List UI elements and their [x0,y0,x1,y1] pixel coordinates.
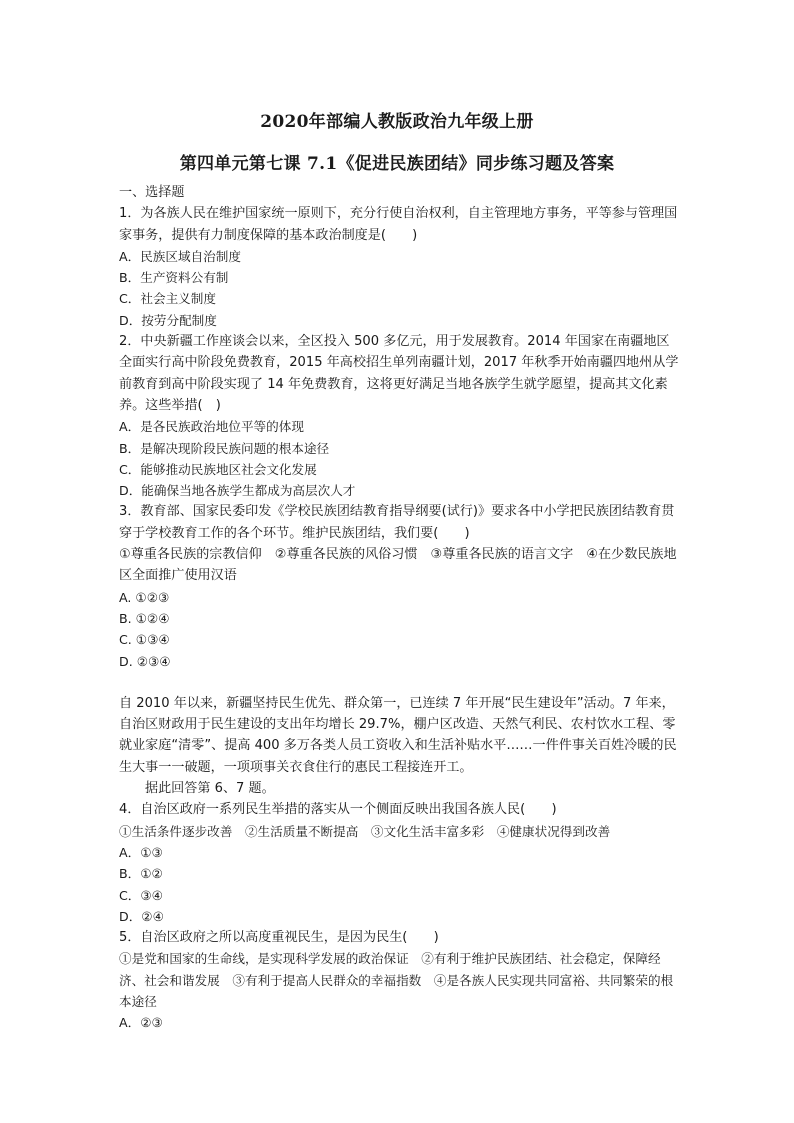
question-stem: 2．中央新疆工作座谈会以来，全区投入 500 多亿元，用于发展教育。2014 年国家在南疆地区全面实行高中阶段免费教育，2015 年高校招生单列南疆计划，2017 年秋季开始南疆四地州从学前教育到高中阶段实现了 14 年免费教育，这将更好满足当地各族学生就学愿望，提高其文化素养。这些举措( ) [119,334,679,413]
option-c: C．社会主义制度 [119,291,216,307]
document-subtitle: 第四单元第七课 7.1《促进民族团结》同步练习题及答案 [179,154,615,174]
question-1 [119,203,679,331]
option-d: D．②④ [119,908,164,924]
option-d: D．能确保当地各族学生都成为高层次人才 [119,483,356,499]
option-a: A．①③ [119,844,163,860]
option-b: B．①② [119,866,163,882]
question-2 [119,331,679,501]
option-a: A．②③ [119,1015,163,1031]
option-a: A. ①②③ [119,589,170,605]
question-stem: 3．教育部、国家民委印发《学校民族团结教育指导纲要(试行)》要求各中小学把民族团结教育贯穿于学校教育工作的各个环节。维护民族团结，我们要( ) [119,504,675,541]
material-prompt: 据此回答第 6、7 题。 [145,781,275,797]
question-stem: 1．为各族人民在维护国家统一原则下，充分行使自治权利，自主管理地方事务，平等参与管理国家事务，提供有力制度保障的基本政治制度是( ) [119,206,678,243]
section-heading: 一、选择题 [119,185,185,200]
spacer [119,672,679,693]
option-c: C．能够推动民族地区社会文化发展 [119,461,317,477]
option-d: D．按劳分配制度 [119,312,217,328]
option-b: B．生产资料公有制 [119,270,229,286]
material-text: 自 2010 年以来，新疆坚持民生优先、群众第一，已连续 7 年开展“民生建设年”活动。7 年来，自治区财政用于民生建设的支出年均增长 29.7%，棚户区改造、天然气利民、农村饮水工程、零就业家庭“清零”、提高 400 多万各类人员工资收入和生活补贴水平……一件件事关百姓冷暖的民生大事一一破题，一项项事关衣食住行的惠民工程接连开工。 [119,695,677,775]
question-stem: 4．自治区政府一系列民生举措的落实从一个侧面反映出我国各族人民( ) [119,802,557,818]
question-4 [119,799,679,927]
question-5 [119,927,679,1033]
question-3 [119,501,679,671]
document-body [119,182,679,1034]
option-a: A．民族区域自治制度 [119,248,241,264]
reading-material [119,693,679,799]
question-choices: ①生活条件逐步改善 ②生活质量不断提高 ③文化生活丰富多彩 ④健康状况得到改善 [119,823,611,839]
question-choices: ①尊重各民族的宗教信仰 ②尊重各民族的风俗习惯 ③尊重各民族的语言文字 ④在少数民族地区全面推广使用汉语 [119,547,677,584]
option-b: B．是解决现阶段民族问题的根本途径 [119,440,330,456]
option-c: C．③④ [119,887,163,903]
option-a: A．是各民族政治地位平等的体现 [119,419,304,435]
option-c: C. ①③④ [119,632,170,648]
option-d: D. ②③④ [119,653,171,669]
question-stem: 5．自治区政府之所以高度重视民生，是因为民生( ) [119,930,439,946]
question-choices: ①是党和国家的生命线，是实现科学发展的政治保证 ②有利于维护民族团结、社会稳定，保障经济、社会和谐发展 ③有利于提高人民群众的幸福指数 ④是各族人民实现共同富裕、共同繁荣的根本途径 [119,951,674,1009]
option-b: B. ①②④ [119,610,170,626]
document-title: 2020年部编人教版政治九年级上册 [260,112,534,132]
